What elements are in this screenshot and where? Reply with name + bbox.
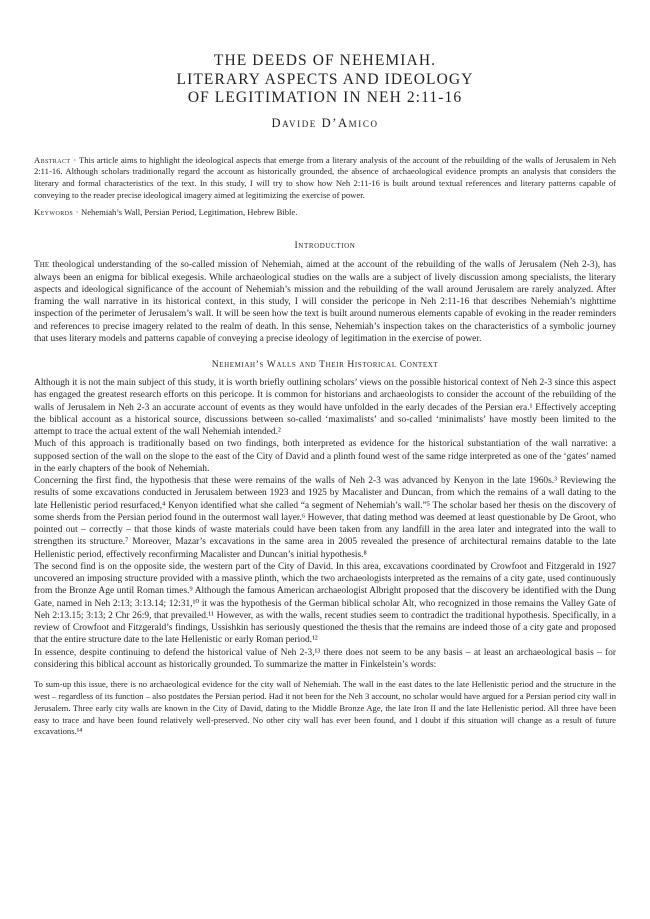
body-paragraph: Concerning the first find, the hypothesis that these were remains of the walls of Neh 2-3 was advanced by Kenyon in the late 1960s.³ Reviewing the results of some excavations conducted in Jerusalem between 1923 and 1925 by Macalister and Duncan, from which the remains of a wall dating to the late Hellenistic period resurfaced,⁴ Kenyon identified what she called “a segment of Nehemiah’s wall.”⁵ The scholar based her thesis on the discovery of some sherds from the Persian period found in the outermost wall layer.⁶ However, that dating method was deemed at least questionable by De Groot, who pointed out – correctly – that those kinds of waste materials could have been taken from any landfill in the area later and integrated into the wall to strengthen its structure.⁷ Moreover, Mazar’s excavations in the same area in 2005 revealed the presence of architectural remains datable to the late Hellenistic period, effectively reconfirming Macalister and Duncan’s initial hypothesis.⁸ <box>34 476 616 560</box>
paragraph-lead: The <box>34 260 50 271</box>
section-heading-introduction: Introduction <box>294 240 356 252</box>
block-quote: To sum-up this issue, there is no archaeological evidence for the city wall of Nehemiah. The wall in the east dates to the late Hellenistic period and the structure in the west – regardless of its function – also postdates the Persian period. Had it not been for the Neh 3 account, no scholar would have argued for a Persian period city wall in Jerusalem. Three early city walls are known in the City of David, dating to the Middle Bronze Age, the late Iron II and the late Hellenistic period. All three have been easy to trace and have been found relatively well-preserved. No other city wall has ever been found, and I doubt if this situation will change as a result of future excavations.¹⁴ <box>34 679 616 737</box>
abstract-text: This article aims to highlight the ideological aspects that emerge from a literary analysis of the account of the rebuilding of the walls of Jerusalem in Neh 2:11-16. Although scholars traditionally regard the account as historically grounded, the absence of archaeological evidence prompts an analysis that considers the literary and formal characteristics of the text. In this study, I will try to show how Neh 2:11-16 is built around textual references and literary patterns capable of conveying to the reader precise ideological imagery aimed at legitimizing the exercise of power. <box>34 154 616 200</box>
introduction-paragraph <box>34 259 616 345</box>
paragraph-text: theological understanding of the so-called mission of Nehemiah, aimed at the account of the rebuilding of the walls of Jerusalem (Neh 2-3), has always been an enigma for biblical exegesis. While archaeological studies on the walls are a subject of lively discussion among specialists, the literary aspects and ideological significance of the account of Nehemiah’s mission and the rebuilding of the wall around Jerusalem are rarely analyzed. After framing the wall narrative in its historical context, in this study, I will consider the pericope in Neh 2:11-16 that describes Nehemiah’s nighttime inspection of the perimeter of Jerusalem’s wall. It will be seen how the text is built around numerous elements capable of evoking in the reader reminders and references to precise imagery related to the realm of death. In this sense, Nehemiah’s inspection takes on the characteristics of a symbolic journey that uses literary models and patterns capable of conveying a precise ideology of legitimation in the exercise of power. <box>34 260 616 344</box>
keywords-label: Keywords · <box>34 206 79 217</box>
abstract <box>34 155 616 202</box>
article-title <box>34 52 616 108</box>
keywords <box>34 207 616 219</box>
title-line: THE DEEDS OF NEHEMIAH. <box>213 52 437 69</box>
section-heading-historical-context: Nehemiah’s Walls and Their Historical Context <box>211 359 439 371</box>
title-line: LITERARY ASPECTS AND IDEOLOGY <box>176 70 474 88</box>
abstract-label: Abstract · <box>34 154 77 165</box>
body-paragraph: The second find is on the opposite side, the western part of the City of David. In this area, excavations coordinated by Crowfoot and Fitzgerald in 1927 uncovered an imposing structure provided with a massive plinth, which the two archaeologists interpreted as the remains of a city gate, used continuously from the Bronze Age until Roman times.⁹ Although the famous American archaeologist Albright proposed that the discovery be identified with the Dung Gate, named in Neh 2:13; 3:13.14; 12:31,¹⁰ it was the hypothesis of the German biblical scholar Alt, who recognized in those remains the Valley Gate of Neh 2:13.15; 3:13; 2 Chr 26:9, that prevailed.¹¹ However, as with the walls, recent studies seem to contradict the traditional hypothesis. Specifically, in a review of Crowfoot and Fitzgerald’s findings, Ussishkin has seriously questioned the thesis that the remains are indeed those of a city gate and proposed that the entire structure date to the late Hellenistic or early Roman period.¹² <box>34 561 616 646</box>
title-line: OF LEGITIMATION IN NEH 2:11-16 <box>187 89 463 106</box>
body-paragraph: Much of this approach is traditionally based on two findings, both interpreted as evidence for the historical substantiation of the wall narrative: a supposed section of the wall on the slope to the east of the City of David and a plinth found west of the same ridge interpreted as one of the ‘gates’ named in the early chapters of the book of Nehemiah. <box>34 439 616 474</box>
body-paragraph: Although it is not the main subject of this study, it is worth briefly outlining scholars’ views on the possible historical context of Neh 2-3 since this aspect has engaged the greatest research efforts on this pericope. It is common for historians and archaeologists to consider the account of the rebuilding of the walls of Jerusalem in Neh 2-3 an accurate account of events as they would have unfolded in the early decades of the Persian era.¹ Effectively accepting the biblical account as a historical source, discussions between so-called ‘maximalists’ and so-called ‘minimalists’ have mostly been limited to the attempt to trace the actual extent of the wall Nehemiah intended.² <box>34 378 616 438</box>
keywords-text: Nehemiah’s Wall, Persian Period, Legitimation, Hebrew Bible. <box>78 206 298 217</box>
author-name: Davide D’Amico <box>271 115 379 130</box>
body-paragraph: In essence, despite continuing to defend the historical value of Neh 2-3,¹³ there does not seem to be any basis – at least an archaeological basis – for considering this biblical account as historically grounded. To summarize the matter in Finkelstein’s words: <box>34 647 616 670</box>
